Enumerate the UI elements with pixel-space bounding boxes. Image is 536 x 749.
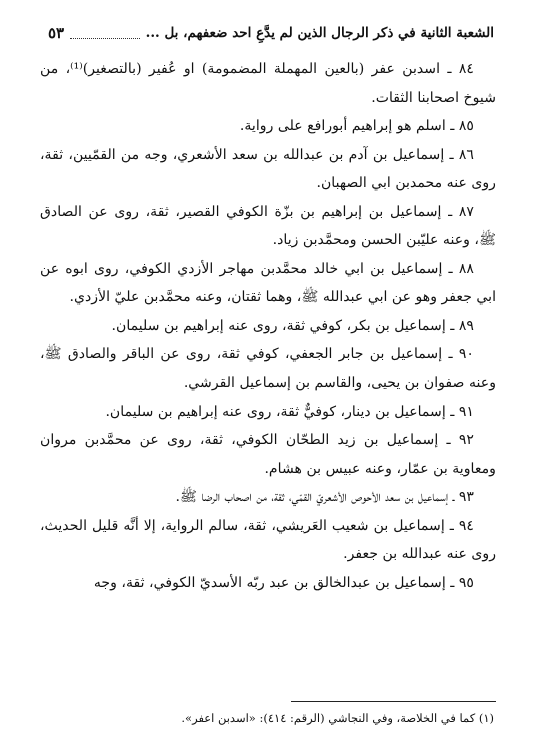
entry-93: ٩٣ ـ إسماعيل بن سعد الأحوص الأشعريّ القمّي، ثقة، من اصحاب الرضا ﷺ. xyxy=(175,489,474,506)
entry-94: ٩٤ ـ إسماعيل بن شعيب العَريشي، ثقة، سالم الرواية، إلا أنَّه قليل الحديث، روى عنه عبدالله بن جعفر. xyxy=(40,517,496,563)
footnote: (١) كما في الخلاصة، وفي النجاشي (الرقم: ٤١٤): «اسدبن اعفر». xyxy=(181,711,494,725)
entry-84: ٨٤ ـ اسدبن عفر (بالعين المهملة المضمومة) او عُفير (بالتصغير)⁽¹⁾، من شيوخ اصحابنا الثقات. xyxy=(40,61,496,106)
entry-86: ٨٦ ـ إسماعيل بن آدم بن عبدالله بن سعد الأشعري، وجه من القمّيين، ثقة، روى عنه محمدبن ابي الصهبان. xyxy=(40,146,496,192)
entry-89: ٨٩ ـ إسماعيل بن بكر، كوفي ثقة، روى عنه إبراهيم بن سليمان. xyxy=(111,317,474,334)
entry-95: ٩٥ ـ إسماعيل بن عبدالخالق بن عبد ربّه الأسديّ الكوفي، ثقة، وجه xyxy=(93,574,474,591)
footnote-separator xyxy=(291,701,496,702)
entry-88: ٨٨ ـ إسماعيل بن ابي خالد محمَّدبن مهاجر الأزدي الكوفي، روى ابوه عن ابي جعفر وهو عن ابي عبدالله ﷺ، وهما ثقتان، وعنه محمَّدبن عليّ الأزدي. xyxy=(40,260,496,306)
entry-92: ٩٢ ـ إسماعيل بن زيد الطحّان الكوفي، ثقة، روى عن محمَّدبن مروان ومعاوية بن عمّار، وعنه عبيس بن هشام. xyxy=(40,432,496,477)
page-number: ٥٣ xyxy=(48,24,65,42)
page-body xyxy=(40,55,496,597)
page-header xyxy=(48,22,494,44)
entry-91: ٩١ ـ إسماعيل بن دينار، كوفيٌّ ثقة، روى عنه إبراهيم بن سليمان. xyxy=(105,403,474,420)
dotted-leader xyxy=(70,28,140,39)
entry-87: ٨٧ ـ إسماعيل بن إبراهيم بن بزّة الكوفي القصير، ثقة، روى عن الصادق ﷺ، وعنه عليّبن الحسن ومحمَّدبن زياد. xyxy=(40,203,496,249)
entry-85: ٨٥ ـ اسلم هو إبراهيم أبورافع على رواية. xyxy=(239,118,474,135)
entry-90: ٩٠ ـ إسماعيل بن جابر الجعفي، كوفي ثقة، روى عن الباقر والصادق ﷺ، وعنه صفوان بن يحيى، والقاسم بن إسماعيل القرشي. xyxy=(40,346,496,392)
running-title: الشعبة الثانية في ذكر الرجال الذين لم يدَّعِ احد ضعفهم، بل ... xyxy=(145,25,494,41)
